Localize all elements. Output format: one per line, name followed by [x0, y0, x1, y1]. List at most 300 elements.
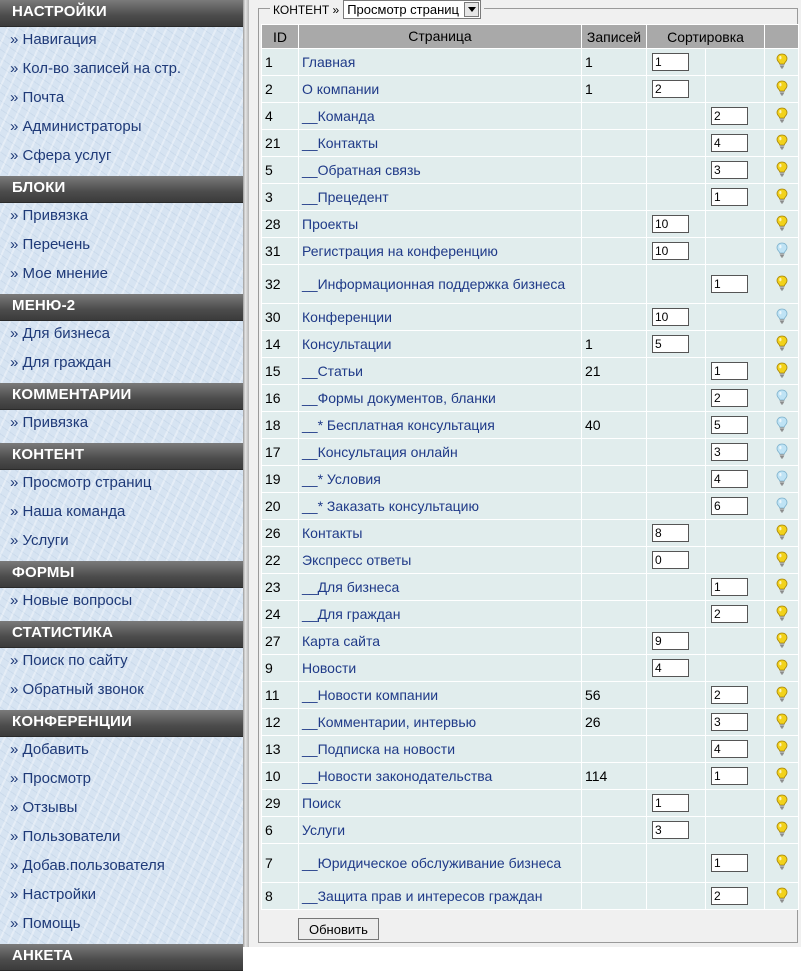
- sidebar-link[interactable]: » Мое мнение: [10, 265, 108, 282]
- sidebar-link[interactable]: » Помощь: [10, 915, 81, 932]
- page-link[interactable]: Регистрация на конференцию: [299, 238, 582, 265]
- table-row: [262, 211, 799, 238]
- table-row: [262, 520, 799, 547]
- visibility-cell: [765, 358, 799, 385]
- page-link[interactable]: Экспресс ответы: [299, 547, 582, 574]
- sort-cell: [706, 601, 765, 628]
- page-link[interactable]: __Информационная поддержка бизнеса: [299, 265, 582, 304]
- sort-cell: [647, 574, 706, 601]
- page-link[interactable]: Проекты: [299, 211, 582, 238]
- page-link[interactable]: __Юридическое обслуживание бизнеса: [299, 844, 582, 883]
- sort-order-input[interactable]: [652, 821, 689, 839]
- row-id: 14: [262, 331, 299, 358]
- sidebar-link[interactable]: » Для бизнеса: [10, 325, 111, 342]
- sort-cell: [706, 265, 765, 304]
- content-legend: [270, 0, 484, 19]
- sort-cell: [647, 547, 706, 574]
- table-row: [262, 130, 799, 157]
- row-id: 27: [262, 628, 299, 655]
- sidebar-link[interactable]: » Обратный звонок: [10, 681, 144, 698]
- lightbulb-on-icon[interactable]: [776, 215, 788, 234]
- row-id: 18: [262, 412, 299, 439]
- sort-order-input[interactable]: [711, 740, 748, 758]
- record-count: [582, 238, 647, 265]
- sidebar-link[interactable]: » Навигация: [10, 31, 97, 48]
- sort-order-input[interactable]: [652, 524, 689, 542]
- column-header-page: Страница: [299, 25, 582, 49]
- lightbulb-on-icon[interactable]: [776, 188, 788, 207]
- visibility-cell: [765, 574, 799, 601]
- table-row: [262, 49, 799, 76]
- sort-cell: [647, 412, 706, 439]
- sort-cell: [647, 184, 706, 211]
- sort-order-input[interactable]: [652, 242, 689, 260]
- page-link[interactable]: __* Бесплатная консультация: [299, 412, 582, 439]
- sort-cell: [647, 601, 706, 628]
- sort-cell: [647, 439, 706, 466]
- visibility-cell: [765, 265, 799, 304]
- page-link[interactable]: Контакты: [299, 520, 582, 547]
- sort-order-input[interactable]: [711, 713, 748, 731]
- sort-cell: [647, 331, 706, 358]
- row-id: 12: [262, 709, 299, 736]
- page-link[interactable]: __Обратная связь: [299, 157, 582, 184]
- sort-cell: [647, 493, 706, 520]
- visibility-cell: [765, 682, 799, 709]
- sidebar-link[interactable]: » Почта: [10, 89, 65, 106]
- sort-cell: [647, 655, 706, 682]
- table-row: [262, 358, 799, 385]
- lightbulb-on-icon[interactable]: [776, 551, 788, 570]
- table-row: [262, 466, 799, 493]
- table-row: [262, 385, 799, 412]
- record-count: [582, 466, 647, 493]
- sidebar-link[interactable]: » Настройки: [10, 886, 97, 903]
- sort-order-input[interactable]: [652, 215, 689, 233]
- visibility-cell: [765, 763, 799, 790]
- column-header-status: [765, 25, 799, 49]
- page-link[interactable]: Новости: [299, 655, 582, 682]
- table-row: [262, 493, 799, 520]
- row-id: 16: [262, 385, 299, 412]
- sort-order-input[interactable]: [711, 686, 748, 704]
- sort-order-input[interactable]: [652, 308, 689, 326]
- sort-cell: [706, 103, 765, 130]
- page-link[interactable]: __Новости законодательства: [299, 763, 582, 790]
- sidebar-section-title: КОММЕНТАРИИ: [0, 383, 243, 410]
- visibility-cell: [765, 601, 799, 628]
- sort-cell: [706, 763, 765, 790]
- sort-cell: [706, 466, 765, 493]
- sort-order-input[interactable]: [711, 605, 748, 623]
- visibility-cell: [765, 157, 799, 184]
- sort-order-input[interactable]: [711, 275, 748, 293]
- row-id: 24: [262, 601, 299, 628]
- visibility-cell: [765, 211, 799, 238]
- sort-order-input[interactable]: [652, 53, 689, 71]
- record-count: [582, 385, 647, 412]
- page-link[interactable]: Карта сайта: [299, 628, 582, 655]
- lightbulb-on-icon[interactable]: [776, 335, 788, 354]
- table-row: [262, 331, 799, 358]
- row-id: 31: [262, 238, 299, 265]
- table-row: [262, 883, 799, 910]
- lightbulb-on-icon[interactable]: [776, 161, 788, 180]
- sort-cell: [647, 76, 706, 103]
- sort-order-input[interactable]: [711, 362, 748, 380]
- lightbulb-on-icon[interactable]: [776, 887, 788, 906]
- sort-order-input[interactable]: [711, 887, 748, 905]
- page-link[interactable]: __Новости компании: [299, 682, 582, 709]
- lightbulb-on-icon[interactable]: [776, 275, 788, 294]
- lightbulb-on-icon[interactable]: [776, 578, 788, 597]
- sort-cell: [647, 157, 706, 184]
- visibility-cell: [765, 547, 799, 574]
- sort-cell: [647, 709, 706, 736]
- page-link[interactable]: __Подписка на новости: [299, 736, 582, 763]
- sort-cell: [706, 49, 765, 76]
- record-count: [582, 493, 647, 520]
- page-link[interactable]: Главная: [299, 49, 582, 76]
- sidebar-link[interactable]: » Перечень: [10, 236, 91, 253]
- sidebar-section-title: КОНФЕРЕНЦИИ: [0, 710, 243, 737]
- record-count: [582, 304, 647, 331]
- sort-cell: [647, 817, 706, 844]
- chevron-down-icon[interactable]: [464, 2, 479, 17]
- sidebar-section-items: [0, 321, 243, 383]
- sidebar-link[interactable]: » Кол-во записей на стр.: [10, 60, 182, 77]
- lightbulb-on-icon[interactable]: [776, 854, 788, 873]
- page-link[interactable]: О компании: [299, 76, 582, 103]
- record-count: [582, 574, 647, 601]
- table-row: [262, 157, 799, 184]
- sort-cell: [706, 883, 765, 910]
- lightbulb-on-icon[interactable]: [776, 686, 788, 705]
- sort-order-input[interactable]: [711, 470, 748, 488]
- page-link[interactable]: __Для бизнеса: [299, 574, 582, 601]
- row-id: 6: [262, 817, 299, 844]
- record-count: [582, 547, 647, 574]
- sort-cell: [647, 130, 706, 157]
- lightbulb-on-icon[interactable]: [776, 794, 788, 813]
- sort-order-input[interactable]: [711, 854, 748, 872]
- visibility-cell: [765, 304, 799, 331]
- row-id: 4: [262, 103, 299, 130]
- record-count: [582, 601, 647, 628]
- visibility-cell: [765, 844, 799, 883]
- table-row: [262, 655, 799, 682]
- record-count: [582, 184, 647, 211]
- sort-cell: [706, 790, 765, 817]
- sidebar-section-items: [0, 737, 243, 944]
- record-count: [582, 520, 647, 547]
- lightbulb-on-icon[interactable]: [776, 740, 788, 759]
- page-link[interactable]: __Консультация онлайн: [299, 439, 582, 466]
- visibility-cell: [765, 76, 799, 103]
- sort-order-input[interactable]: [652, 632, 689, 650]
- visibility-cell: [765, 655, 799, 682]
- sort-order-input[interactable]: [711, 443, 748, 461]
- sidebar-link[interactable]: » Привязка: [10, 207, 89, 224]
- visibility-cell: [765, 439, 799, 466]
- page-link[interactable]: __Защита прав и интересов граждан: [299, 883, 582, 910]
- sidebar-link[interactable]: » Добав.пользователя: [10, 857, 165, 874]
- table-row: [262, 412, 799, 439]
- row-id: 22: [262, 547, 299, 574]
- lightbulb-off-icon[interactable]: [776, 443, 788, 462]
- row-id: 1: [262, 49, 299, 76]
- sidebar-section-title: СТАТИСТИКА: [0, 621, 243, 648]
- sort-order-input[interactable]: [652, 794, 689, 812]
- sort-cell: [647, 358, 706, 385]
- record-count: [582, 736, 647, 763]
- record-count: [582, 844, 647, 883]
- sort-cell: [706, 211, 765, 238]
- sort-cell: [706, 655, 765, 682]
- sort-cell: [706, 157, 765, 184]
- page-link[interactable]: __Контакты: [299, 130, 582, 157]
- table-row: [262, 184, 799, 211]
- page-link[interactable]: __Статьи: [299, 358, 582, 385]
- sort-cell: [647, 265, 706, 304]
- sort-order-input[interactable]: [652, 551, 689, 569]
- record-count: 114: [582, 763, 647, 790]
- sort-order-input[interactable]: [711, 161, 748, 179]
- row-id: 15: [262, 358, 299, 385]
- sidebar-section-title: БЛОКИ: [0, 176, 243, 203]
- lightbulb-on-icon[interactable]: [776, 53, 788, 72]
- table-row: [262, 844, 799, 883]
- sidebar-link[interactable]: » Добавить: [10, 741, 89, 758]
- sidebar-section-title: КОНТЕНТ: [0, 443, 243, 470]
- row-id: 32: [262, 265, 299, 304]
- sidebar-section-items: [0, 648, 243, 710]
- lightbulb-off-icon[interactable]: [776, 416, 788, 435]
- table-row: [262, 547, 799, 574]
- sort-cell: [647, 103, 706, 130]
- sort-order-input[interactable]: [711, 134, 748, 152]
- sort-order-input[interactable]: [711, 578, 748, 596]
- lightbulb-off-icon[interactable]: [776, 389, 788, 408]
- visibility-cell: [765, 466, 799, 493]
- sort-cell: [647, 520, 706, 547]
- sort-order-input[interactable]: [652, 659, 689, 677]
- lightbulb-on-icon[interactable]: [776, 107, 788, 126]
- row-id: 21: [262, 130, 299, 157]
- view-select-value: Просмотр страниц: [347, 2, 459, 17]
- view-select[interactable]: [343, 0, 481, 19]
- sidebar-section-items: [0, 971, 243, 975]
- row-id: 8: [262, 883, 299, 910]
- page-link[interactable]: Конференции: [299, 304, 582, 331]
- row-id: 19: [262, 466, 299, 493]
- sidebar-section-items: [0, 410, 243, 443]
- sidebar-section-items: [0, 470, 243, 561]
- sidebar-section-title: МЕНЮ-2: [0, 294, 243, 321]
- lightbulb-on-icon[interactable]: [776, 80, 788, 99]
- row-id: 3: [262, 184, 299, 211]
- record-count: [582, 883, 647, 910]
- table-row: [262, 709, 799, 736]
- record-count: [582, 790, 647, 817]
- update-button[interactable]: Обновить: [298, 918, 379, 940]
- row-id: 29: [262, 790, 299, 817]
- sidebar-section-items: [0, 203, 243, 294]
- sort-cell: [706, 439, 765, 466]
- sort-cell: [706, 682, 765, 709]
- record-count: 56: [582, 682, 647, 709]
- page-link[interactable]: __Для граждан: [299, 601, 582, 628]
- column-header-records: Записей: [582, 25, 647, 49]
- lightbulb-off-icon[interactable]: [776, 242, 788, 261]
- sidebar-link[interactable]: » Привязка: [10, 414, 89, 431]
- page-link[interactable]: Поиск: [299, 790, 582, 817]
- lightbulb-on-icon[interactable]: [776, 767, 788, 786]
- sort-order-input[interactable]: [711, 188, 748, 206]
- page-link[interactable]: __Прецедент: [299, 184, 582, 211]
- lightbulb-on-icon[interactable]: [776, 524, 788, 543]
- row-id: 30: [262, 304, 299, 331]
- table-row: [262, 817, 799, 844]
- sidebar-link[interactable]: » Отзывы: [10, 799, 78, 816]
- lightbulb-on-icon[interactable]: [776, 134, 788, 153]
- lightbulb-on-icon[interactable]: [776, 821, 788, 840]
- record-count: 1: [582, 76, 647, 103]
- record-count: 1: [582, 49, 647, 76]
- sidebar-section-title: АНКЕТА: [0, 944, 243, 971]
- sidebar-link[interactable]: » Администраторы: [10, 118, 142, 135]
- sort-order-input[interactable]: [711, 767, 748, 785]
- record-count: [582, 439, 647, 466]
- table-header-row: [262, 25, 799, 49]
- visibility-cell: [765, 130, 799, 157]
- lightbulb-off-icon[interactable]: [776, 497, 788, 516]
- sort-cell: [706, 628, 765, 655]
- sort-cell: [647, 385, 706, 412]
- page-link[interactable]: __* Условия: [299, 466, 582, 493]
- visibility-cell: [765, 238, 799, 265]
- lightbulb-on-icon[interactable]: [776, 632, 788, 651]
- table-row: [262, 238, 799, 265]
- row-id: 7: [262, 844, 299, 883]
- sort-cell: [706, 304, 765, 331]
- page-link[interactable]: __* Заказать консультацию: [299, 493, 582, 520]
- sidebar-section-items: [0, 27, 243, 176]
- table-row: [262, 628, 799, 655]
- page-link[interactable]: Услуги: [299, 817, 582, 844]
- page-link[interactable]: __Команда: [299, 103, 582, 130]
- lightbulb-on-icon[interactable]: [776, 605, 788, 624]
- sidebar-section-title: ФОРМЫ: [0, 561, 243, 588]
- sort-cell: [706, 412, 765, 439]
- sidebar: [0, 0, 243, 964]
- sort-cell: [706, 547, 765, 574]
- sort-order-input[interactable]: [711, 107, 748, 125]
- lightbulb-on-icon[interactable]: [776, 362, 788, 381]
- sort-cell: [706, 76, 765, 103]
- table-row: [262, 304, 799, 331]
- sort-cell: [706, 574, 765, 601]
- row-id: 23: [262, 574, 299, 601]
- lightbulb-off-icon[interactable]: [776, 470, 788, 489]
- sort-cell: [706, 184, 765, 211]
- visibility-cell: [765, 709, 799, 736]
- row-id: 2: [262, 76, 299, 103]
- page-link[interactable]: __Комментарии, интервью: [299, 709, 582, 736]
- sort-cell: [647, 304, 706, 331]
- sort-cell: [647, 49, 706, 76]
- sidebar-link[interactable]: » Поиск по сайту: [10, 652, 128, 669]
- record-count: [582, 265, 647, 304]
- sort-cell: [706, 520, 765, 547]
- row-id: 17: [262, 439, 299, 466]
- sort-cell: [706, 709, 765, 736]
- column-header-id: ID: [262, 25, 299, 49]
- sort-cell: [647, 883, 706, 910]
- sort-order-input[interactable]: [652, 80, 689, 98]
- sort-cell: [706, 493, 765, 520]
- table-row: [262, 574, 799, 601]
- record-count: [582, 157, 647, 184]
- sort-cell: [706, 385, 765, 412]
- sidebar-link[interactable]: » Наша команда: [10, 503, 126, 520]
- sidebar-link[interactable]: » Новые вопросы: [10, 592, 133, 609]
- lightbulb-off-icon[interactable]: [776, 308, 788, 327]
- record-count: [582, 655, 647, 682]
- sort-cell: [647, 628, 706, 655]
- sidebar-link[interactable]: » Сфера услуг: [10, 147, 112, 164]
- table-row: [262, 439, 799, 466]
- visibility-cell: [765, 184, 799, 211]
- visibility-cell: [765, 493, 799, 520]
- lightbulb-on-icon[interactable]: [776, 659, 788, 678]
- sidebar-link[interactable]: » Для граждан: [10, 354, 112, 371]
- sort-order-input[interactable]: [652, 335, 689, 353]
- table-row: [262, 790, 799, 817]
- visibility-cell: [765, 520, 799, 547]
- record-count: [582, 211, 647, 238]
- sort-order-input[interactable]: [711, 497, 748, 515]
- sidebar-link[interactable]: » Просмотр страниц: [10, 474, 152, 491]
- sidebar-link[interactable]: » Услуги: [10, 532, 69, 549]
- lightbulb-on-icon[interactable]: [776, 713, 788, 732]
- visibility-cell: [765, 103, 799, 130]
- sidebar-link[interactable]: » Пользователи: [10, 828, 121, 845]
- sort-cell: [647, 844, 706, 883]
- sort-cell: [706, 130, 765, 157]
- sidebar-link[interactable]: » Просмотр: [10, 770, 92, 787]
- sort-order-input[interactable]: [711, 416, 748, 434]
- column-header-sort: Сортировка: [647, 25, 765, 49]
- record-count: [582, 817, 647, 844]
- sidebar-section-items: [0, 588, 243, 621]
- record-count: [582, 103, 647, 130]
- table-row: [262, 265, 799, 304]
- page-link[interactable]: Консультации: [299, 331, 582, 358]
- sort-cell: [706, 736, 765, 763]
- table-row: [262, 763, 799, 790]
- sort-order-input[interactable]: [711, 389, 748, 407]
- sort-cell: [647, 682, 706, 709]
- row-id: 28: [262, 211, 299, 238]
- pages-table: [261, 24, 799, 910]
- record-count: 1: [582, 331, 647, 358]
- row-id: 13: [262, 736, 299, 763]
- sort-cell: [647, 211, 706, 238]
- row-id: 10: [262, 763, 299, 790]
- sort-cell: [706, 358, 765, 385]
- page-link[interactable]: __Формы документов, бланки: [299, 385, 582, 412]
